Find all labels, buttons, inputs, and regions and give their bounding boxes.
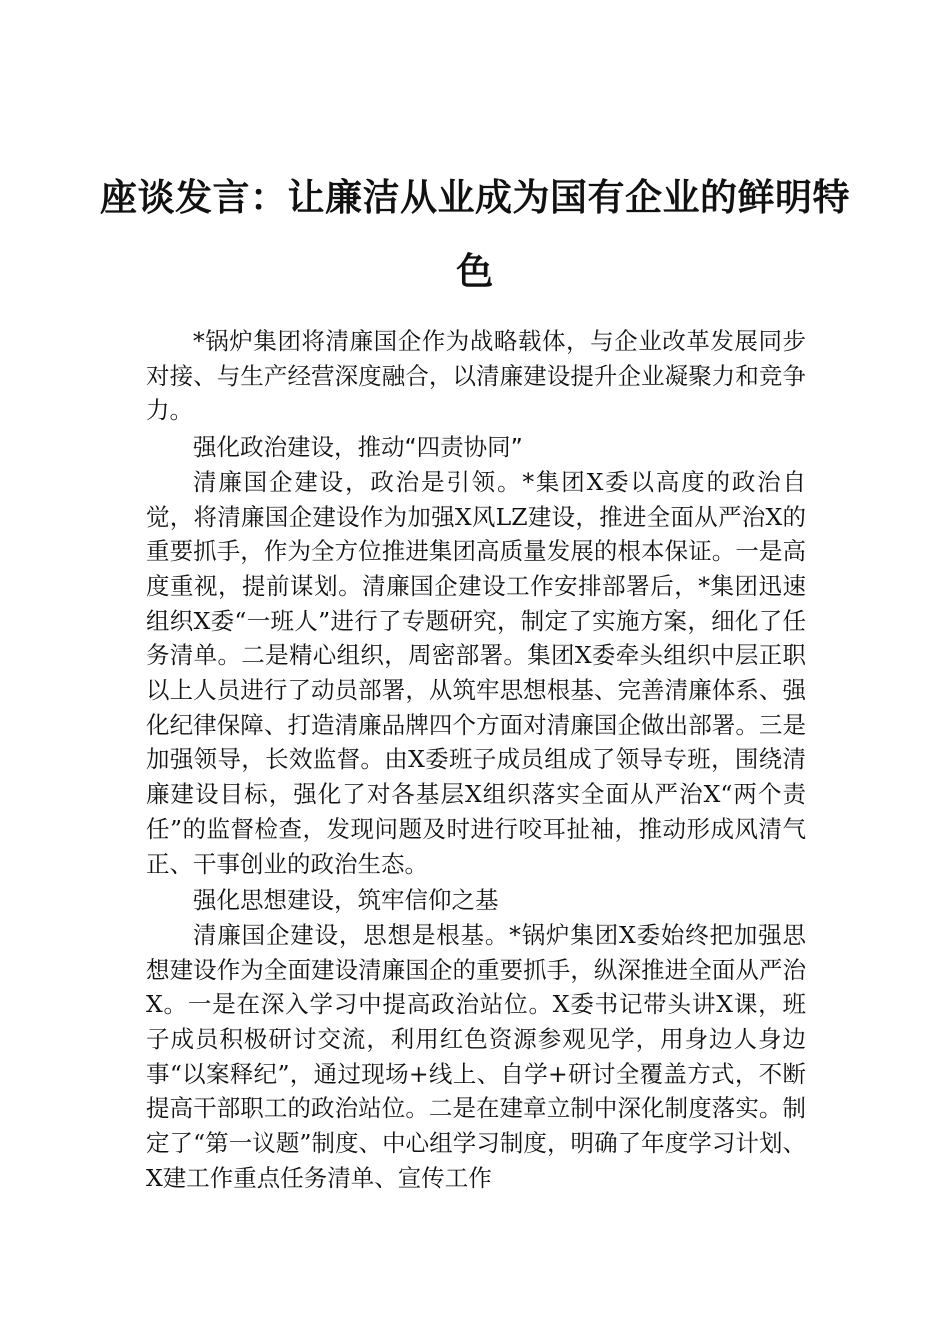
intro-paragraph: *锅炉集团将清廉国企作为战略载体，与企业改革发展同步对接、与生产经营深度融合，以清廉建设提升企业凝聚力和竞争力。 [146, 327, 806, 425]
body-paragraph-ideological: 清廉国企建设，思想是根基。*锅炉集团X委始终把加强思想建设作为全面建设清廉国企的重要抓手，纵深推进全面从严治X。一是在深入学习中提高政治站位。X委书记带头讲X课，班子成员积极研讨交流，利用红色资源参观见学，用身边人身边事“以案释纪”，通过现场+线上、自学+研讨全覆盖方式，不断提高干部职工的政治站位。二是在建章立制中深化制度落实。制定了“第一议题”制度、中心组学习制度，明确了年度学习计划、X建工作重点任务清单、宣传工作 [146, 920, 806, 1192]
section-heading-ideological: 强化思想建设，筑牢信仰之基 [193, 886, 499, 915]
document-body [146, 324, 806, 1196]
body-paragraph-political: 清廉国企建设，政治是引领。*集团X委以高度的政治自觉，将清廉国企建设作为加强X风LZ建设，推进全面从严治X的重要抓手，作为全方位推进集团高质量发展的根本保证。一是高度重视，提前谋划。清廉国企建设工作安排部署后，*集团迅速组织X委“一班人”进行了专题研究，制定了实施方案，细化了任务清单。二是精心组织，周密部署。集团X委牵头组织中层正职以上人员进行了动员部署，从筑牢思想根基、完善清廉体系、强化纪律保障、打造清廉品牌四个方面对清廉国企做出部署。三是加强领导，长效监督。由X委班子成员组成了领导专班，围绕清廉建设目标，强化了对各基层X组织落实全面从严治X“两个责任”的监督检查，发现问题及时进行咬耳扯袖，推动形成风清气正、干事创业的政治生态。 [146, 467, 806, 878]
section-heading-political: 强化政治建设，推动“四责协同” [193, 433, 523, 462]
document-title: 座谈发言：让廉洁从业成为国有企业的鲜明特色 [100, 175, 850, 293]
